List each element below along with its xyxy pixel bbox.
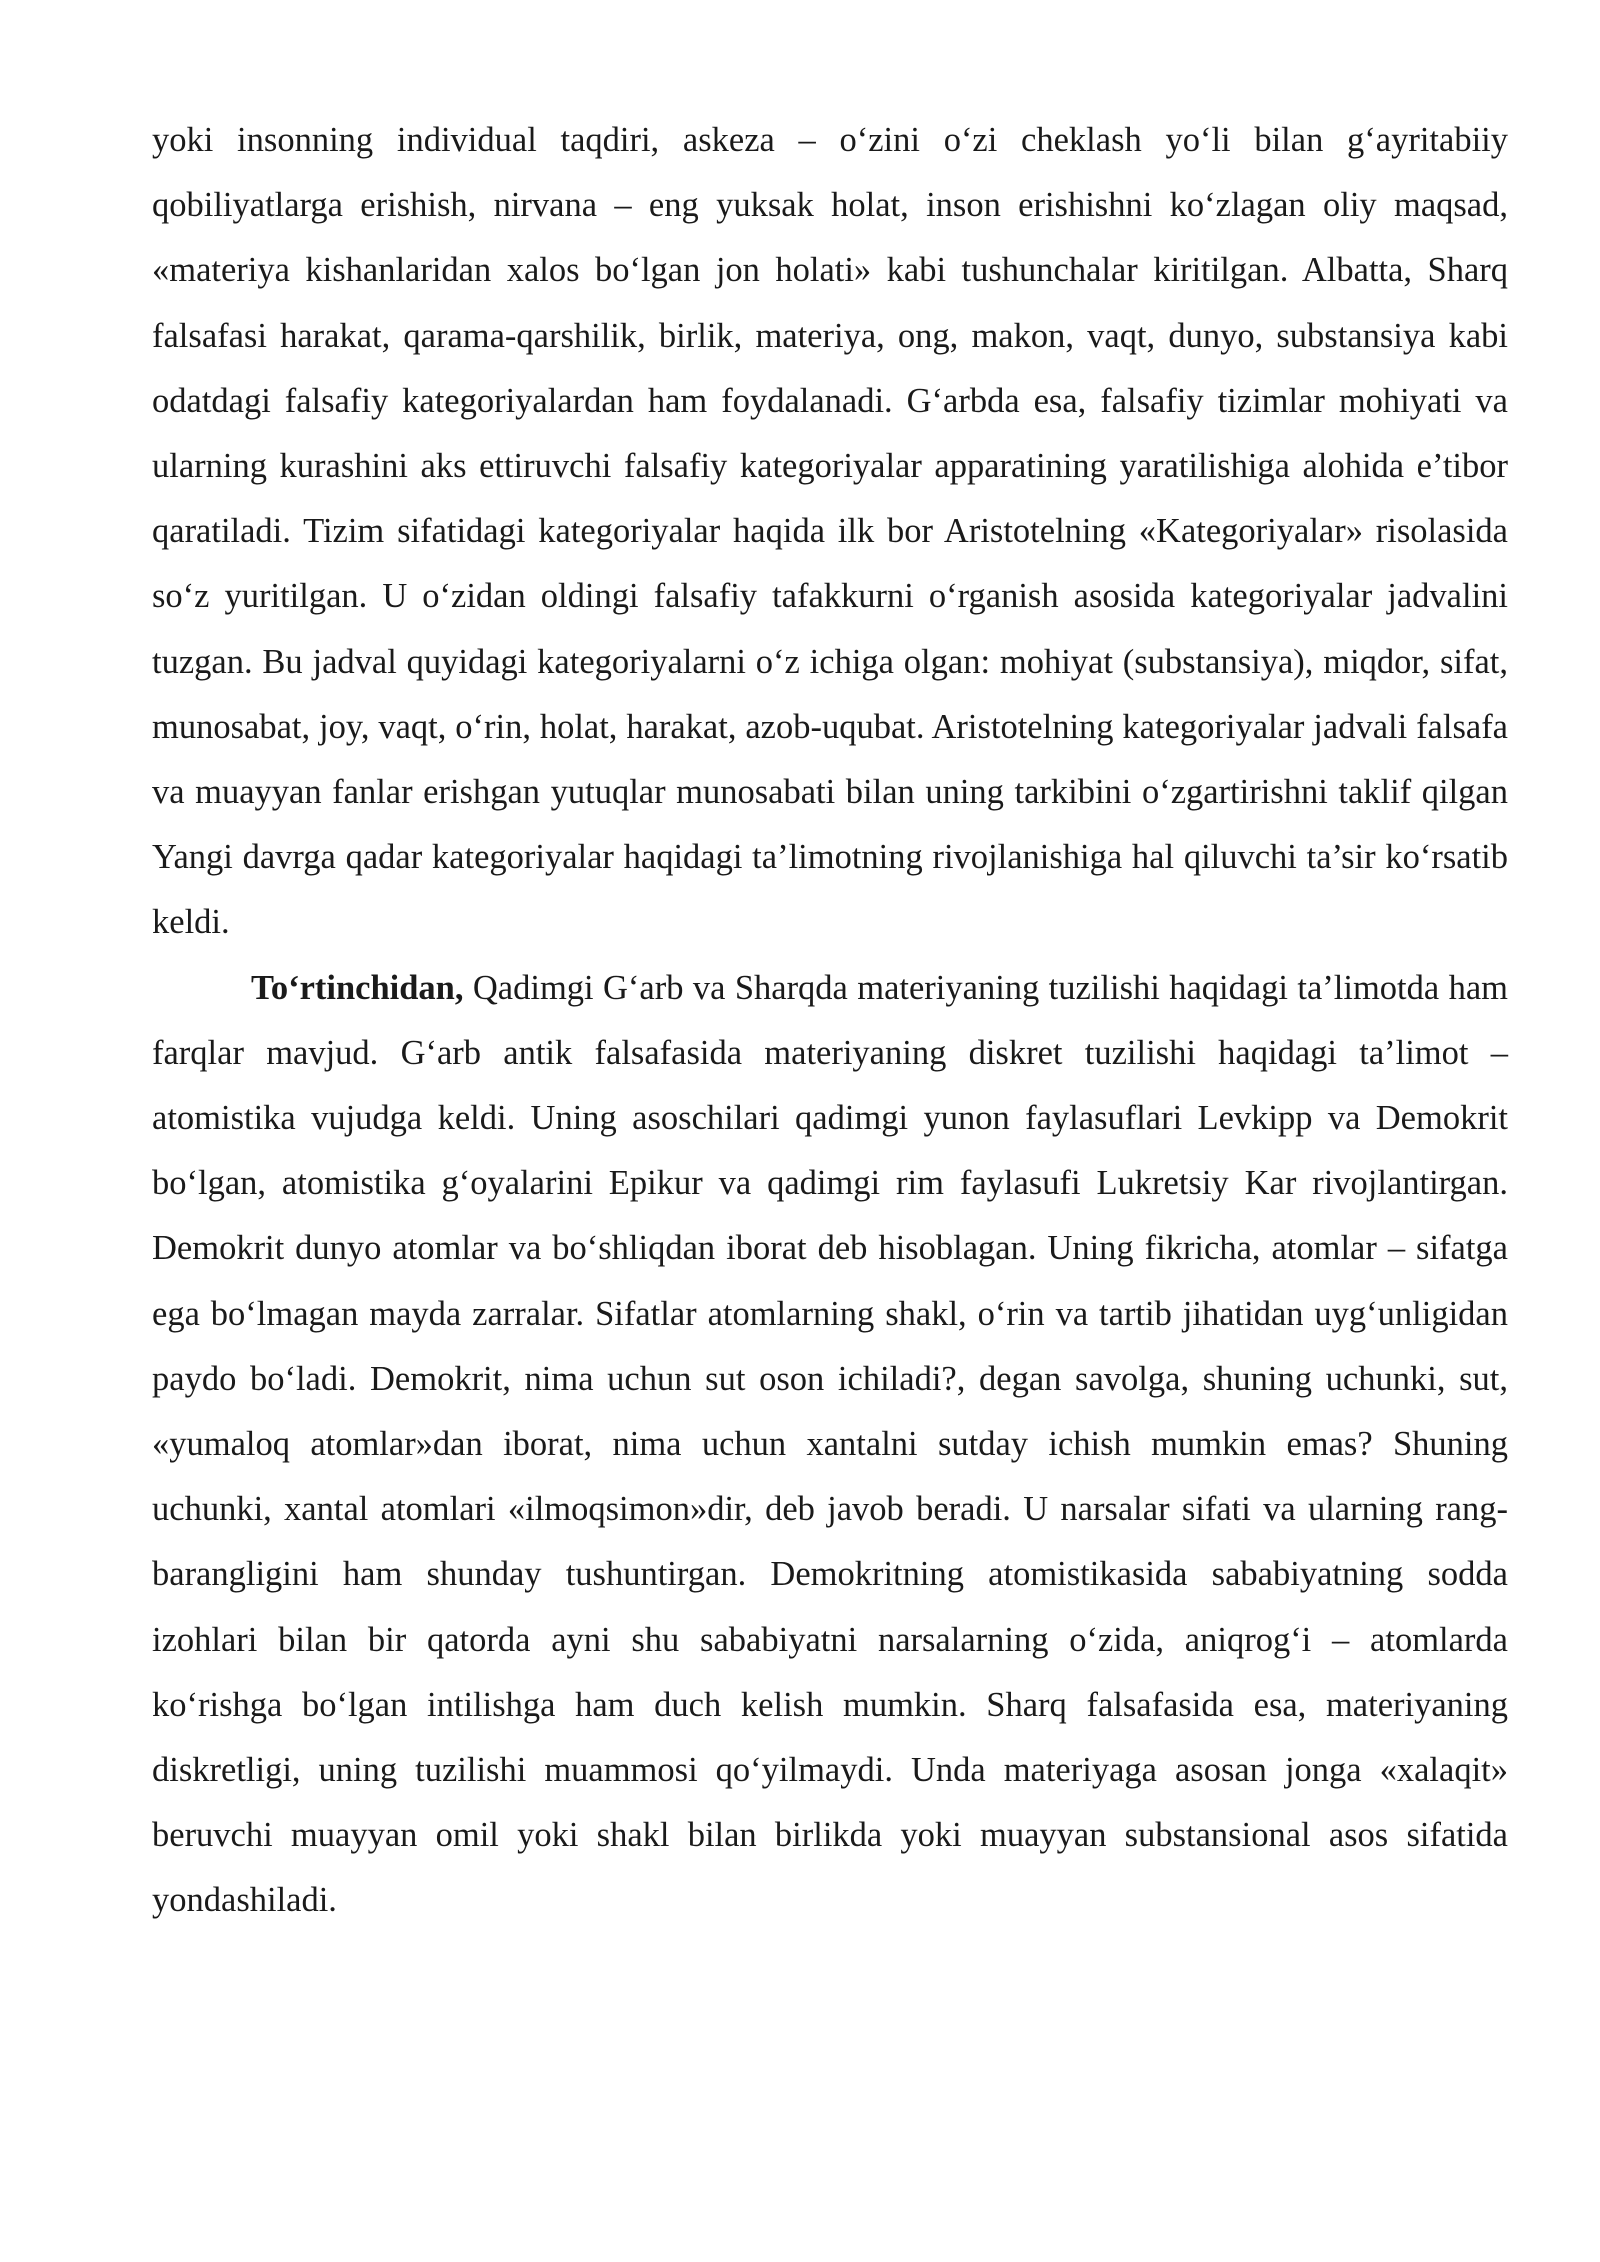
document-page <box>152 108 1508 1934</box>
paragraph-categories <box>152 108 1508 956</box>
paragraph-lead-bold: To‘rtinchidan, <box>251 968 464 1007</box>
paragraph-fourthly <box>152 956 1508 1934</box>
paragraph-text: Qadimgi G‘arb va Sharqda materiyaning tuzilishi haqidagi ta’limotda ham farqlar mavjud. G‘arb antik falsafasida materiyaning diskret tuzilishi haqidagi ta’limot – atomistika vujudga keldi. Uning asoschilari qadimgi yunon faylasuflari Levkipp va Demokrit bo‘lgan, atomistika g‘oyalarini Epikur va qadimgi rim faylasufi Lukretsiy Kar rivojlantirgan. Demokrit dunyo atomlar va bo‘shliqdan iborat deb hisoblagan. Uning fikricha, atomlar – sifatga ega bo‘lmagan mayda zarralar. Sifatlar atomlarning shakl, o‘rin va tartib jihatidan uyg‘unligidan paydo bo‘ladi. Demokrit, nima uchun sut oson ichiladi?, degan savolga, shuning uchunki, sut, «yumaloq atomlar»dan iborat, nima uchun xantalni sutday ichish mumkin emas? Shuning uchunki, xantal atomlari «ilmoqsimon»dir, deb javob beradi. U narsalar sifati va ularning rang-barangligini ham shunday tushuntirgan. Demokritning atomistikasida sababiyatning sodda izohlari bilan bir qatorda ayni shu sababiyatni narsalarning o‘zida, aniqrog‘i – atomlarda ko‘rishga bo‘lgan intilishga ham duch kelish mumkin. Sharq falsafasida esa, materiyaning diskretligi, uning tuzilishi muammosi qo‘yilmaydi. Unda materiyaga asosan jonga «xalaqit» beruvchi muayyan omil yoki shakl bilan birlikda yoki muayyan substansional asos sifatida yondashiladi. <box>152 968 1508 1920</box>
paragraph-text: yoki insonning individual taqdiri, askeza – o‘zini o‘zi cheklash yo‘li bilan g‘ayritabiiy qobiliyatlarga erishish, nirvana – eng yuksak holat, inson erishishni ko‘zlagan oliy maqsad, «materiya kishanlaridan xalos bo‘lgan jon holati» kabi tushunchalar kiritilgan. Albatta, Sharq falsafasi harakat, qarama-qarshilik, birlik, materiya, ong, makon, vaqt, dunyo, substansiya kabi odatdagi falsafiy kategoriyalardan ham foydalanadi. G‘arbda esa, falsafiy tizimlar mohiyati va ularning kurashini aks ettiruvchi falsafiy kategoriyalar apparatining yaratilishiga alohida e’tibor qaratiladi. Tizim sifatidagi kategoriyalar haqida ilk bor Aristotelning «Kategoriyalar» risolasida so‘z yuritilgan. U o‘zidan oldingi falsafiy tafakkurni o‘rganish asosida kategoriyalar jadvalini tuzgan. Bu jadval quyidagi kategoriyalarni o‘z ichiga olgan: mohiyat (substansiya), miqdor, sifat, munosabat, joy, vaqt, o‘rin, holat, harakat, azob-uqubat. Aristotelning kategoriyalar jadvali falsafa va muayyan fanlar erishgan yutuqlar munosabati bilan uning tarkibini o‘zgartirishni taklif qilgan Yangi davrga qadar kategoriyalar haqidagi ta’limotning rivojlanishiga hal qiluvchi ta’sir ko‘rsatib keldi. <box>152 121 1508 942</box>
